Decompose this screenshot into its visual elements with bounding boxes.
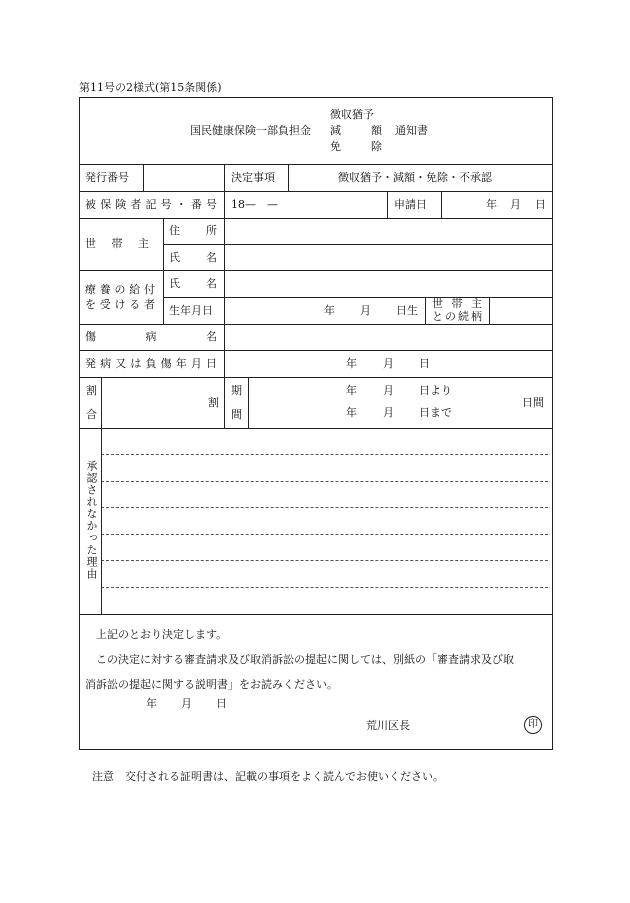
period-from-suffix: 日より: [419, 384, 452, 397]
seal-icon: 印: [524, 716, 542, 734]
days-unit: 日間: [522, 396, 544, 409]
period-to-suffix: 日まで: [419, 406, 452, 419]
relation-field[interactable]: [490, 298, 551, 323]
period-to-month: 月: [383, 406, 394, 419]
decision-options[interactable]: 徴収猶予・減額・免除・不承認: [338, 171, 492, 184]
insured-label: 被 保 険 者 記 号 ・ 番 号: [85, 198, 217, 211]
notice-month-unit: 月: [181, 697, 192, 710]
address-label: 住 所: [169, 224, 217, 237]
onset-year-unit: 年: [346, 357, 357, 370]
onset-label: 発 病 又 は 負 傷 年 月 日: [85, 357, 217, 370]
mayor-title: 荒川区長: [366, 719, 410, 732]
recipient-label-2: を 受 け る 者: [85, 298, 155, 311]
period-label-2: 間: [231, 408, 242, 421]
title-option-1: 徴収猶予: [330, 108, 374, 121]
issue-number-label: 発行番号: [85, 171, 129, 184]
decision-label: 決定事項: [231, 171, 275, 184]
recipient-label-1: 療 養 の 給 付: [85, 283, 155, 296]
householder-name-label: 氏 名: [169, 251, 217, 264]
apply-month-unit: 月: [510, 198, 521, 211]
birth-month-unit: 月: [360, 304, 371, 317]
birth-year-unit: 年: [324, 304, 335, 317]
issue-number-field[interactable]: [144, 165, 223, 190]
birth-label: 生年月日: [169, 304, 213, 317]
relation-label-2: と の 続 柄: [432, 310, 482, 323]
householder-label: 世 帯 主: [85, 237, 149, 250]
title-suffix: 通知書: [395, 124, 428, 137]
recipient-name-label: 氏 名: [169, 277, 217, 290]
notice-year-unit: 年: [146, 697, 157, 710]
title-option-3: 免 除: [330, 140, 382, 153]
ratio-field[interactable]: [102, 378, 202, 427]
notice-line-1: 上記のとおり決定します。: [96, 628, 228, 641]
recipient-name-field[interactable]: [225, 271, 551, 296]
householder-name-field[interactable]: [225, 245, 551, 269]
apply-day-unit: 日: [535, 198, 546, 211]
reason-label: 承認されなかった理由: [85, 460, 98, 580]
householder-address-field[interactable]: [225, 219, 551, 243]
title-option-2: 減 額: [330, 124, 382, 137]
ratio-label-1: 割: [86, 384, 97, 397]
injury-field[interactable]: [225, 325, 551, 349]
insured-value[interactable]: 18— —: [231, 198, 278, 211]
birth-day-suffix: 日生: [396, 304, 418, 317]
period-from-year: 年: [346, 384, 357, 397]
form-number: 第11号の2様式(第15条関係): [79, 81, 222, 94]
period-to-year: 年: [346, 406, 357, 419]
title-prefix: 国民健康保険一部負担金: [190, 124, 311, 137]
ratio-label-2: 合: [86, 408, 97, 421]
apply-year-unit: 年: [486, 198, 497, 211]
onset-day-unit: 日: [419, 357, 430, 370]
notice-line-3: 消訴訟の提起に関する説明書」をお読みください。: [85, 678, 338, 691]
footer-note: 注意 交付される証明書は、記載の事項をよく読んでお使いください。: [92, 770, 444, 783]
period-from-month: 月: [383, 384, 394, 397]
relation-label-1: 世 帯 主: [432, 297, 482, 310]
notice-line-2: この決定に対する審査請求及び取消訴訟の提起に関しては、別紙の「審査請求及び取: [96, 653, 514, 666]
onset-month-unit: 月: [383, 357, 394, 370]
apply-date-label: 申請日: [394, 198, 427, 211]
injury-label: 傷 病 名: [85, 330, 217, 343]
period-label-1: 期: [231, 384, 242, 397]
reason-field[interactable]: [102, 429, 551, 613]
notice-day-unit: 日: [216, 697, 227, 710]
ratio-unit: 割: [208, 396, 219, 409]
